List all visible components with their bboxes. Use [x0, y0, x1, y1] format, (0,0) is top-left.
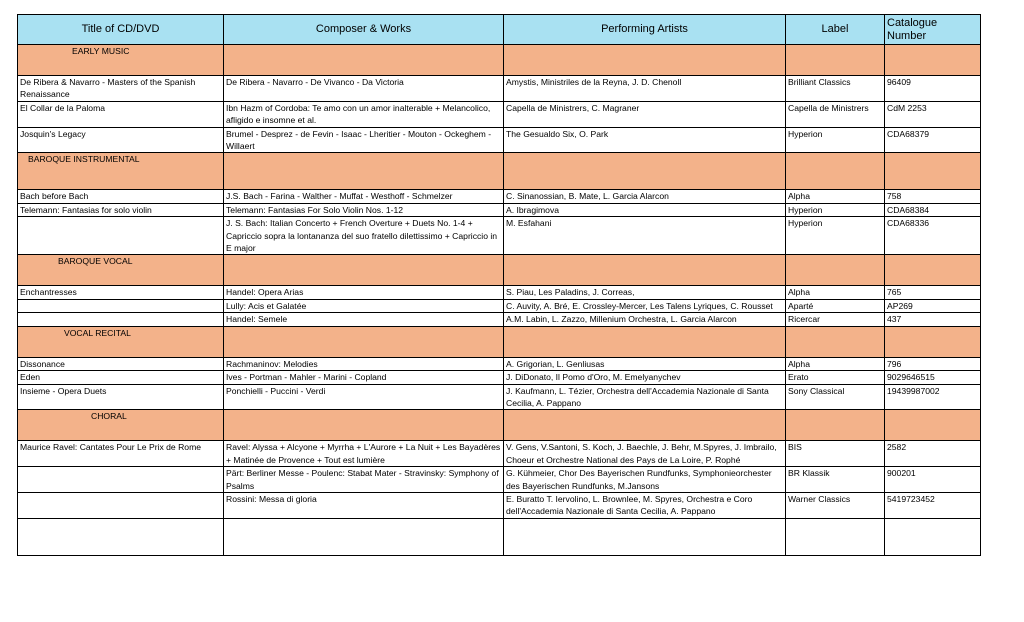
empty-cell [885, 518, 981, 555]
cell-composer: Ponchielli - Puccini - Verdi [224, 384, 504, 410]
cell-artists: E. Buratto T. Iervolino, L. Brownlee, M. Spyres, Orchestra e Coro dell'Accademia Nazionale di Santa Cecilia, A. Pappano [504, 492, 786, 518]
table-row [18, 76, 981, 102]
section-cell [885, 326, 981, 357]
table-row [18, 299, 981, 312]
table-row [18, 190, 981, 203]
empty-cell [504, 518, 786, 555]
section-label: BAROQUE VOCAL [58, 256, 133, 267]
section-row [18, 45, 981, 76]
table-row [18, 371, 981, 384]
section-row [18, 326, 981, 357]
cell-catalogue: 5419723452 [885, 492, 981, 518]
cell-composer: De Ribera - Navarro - De Vivanco - Da Victoria [224, 76, 504, 102]
cell-artists: G. Kühmeier, Chor Des Bayerischen Rundfunks, Symphonieorchester des Bayerischen Rundfunks, M.Jansons [504, 467, 786, 493]
table-row [18, 357, 981, 370]
section-cell [504, 255, 786, 286]
cell-title: Dissonance [18, 357, 224, 370]
section-label: CHORAL [91, 411, 127, 422]
section-cell [786, 326, 885, 357]
cell-catalogue: 796 [885, 357, 981, 370]
cell-title: Telemann: Fantasias for solo violin [18, 203, 224, 216]
cell-label: Alpha [786, 190, 885, 203]
section-cell [786, 410, 885, 441]
cell-label: Brilliant Classics [786, 76, 885, 102]
cell-label: Hyperion [786, 127, 885, 153]
cell-title [18, 313, 224, 326]
section-label: VOCAL RECITAL [64, 327, 131, 338]
section-cell [504, 153, 786, 190]
cell-artists: J. DiDonato, Il Pomo d'Oro, M. Emelyanychev [504, 371, 786, 384]
cell-title: Maurice Ravel: Cantates Pour Le Prix de Rome [18, 441, 224, 467]
empty-cell [786, 518, 885, 555]
cell-title: El Collar de la Paloma [18, 101, 224, 127]
section-title [18, 326, 224, 357]
cell-artists: V. Gens, V.Santoni, S. Koch, J. Baechle, J. Behr, M.Spyres, J. Imbrailo, Choeur et Orchestre National des Pays de La Loire, P. Rophé [504, 441, 786, 467]
section-cell [786, 255, 885, 286]
section-cell [224, 326, 504, 357]
section-row [18, 255, 981, 286]
section-cell [885, 45, 981, 76]
header-composer: Composer & Works [224, 15, 504, 45]
cell-label: Ricercar [786, 313, 885, 326]
cell-composer: J. S. Bach: Italian Concerto + French Overture + Duets No. 1-4 + Capriccio sopra la lontananza del suo fratello dilettissimo + Capriccio in E major [224, 217, 504, 255]
cell-catalogue: 19439987002 [885, 384, 981, 410]
section-cell [224, 255, 504, 286]
cell-catalogue: 9029646515 [885, 371, 981, 384]
cell-catalogue: CdM 2253 [885, 101, 981, 127]
section-title [18, 255, 224, 286]
cell-composer: Lully: Acis et Galatée [224, 299, 504, 312]
header-catalogue: Catalogue Number [885, 15, 981, 45]
cell-label: Alpha [786, 357, 885, 370]
cell-label: Sony Classical [786, 384, 885, 410]
cell-artists: J. Kaufmann, L. Tézier, Orchestra dell'Accademia Nazionale di Santa Cecilia, A. Pappano [504, 384, 786, 410]
table-row [18, 467, 981, 493]
table-row [18, 217, 981, 255]
cell-title [18, 492, 224, 518]
header-title: Title of CD/DVD [18, 15, 224, 45]
cell-label: Warner Classics [786, 492, 885, 518]
cell-composer: Handel: Semele [224, 313, 504, 326]
cell-composer: Ibn Hazm of Cordoba: Te amo con un amor inalterable + Melancolico, afligido e insomne et al. [224, 101, 504, 127]
section-title [18, 45, 224, 76]
cell-title: Bach before Bach [18, 190, 224, 203]
cell-catalogue: AP269 [885, 299, 981, 312]
cell-label: Erato [786, 371, 885, 384]
cell-artists: A.M. Labin, L. Zazzo, Millenium Orchestra, L. Garcia Alarcon [504, 313, 786, 326]
cell-label: Aparté [786, 299, 885, 312]
cell-title: Insieme - Opera Duets [18, 384, 224, 410]
section-row [18, 153, 981, 190]
section-label: BAROQUE INSTRUMENTAL [28, 154, 140, 165]
cell-artists: M. Esfahani [504, 217, 786, 255]
cell-label: Alpha [786, 286, 885, 299]
cell-catalogue: 758 [885, 190, 981, 203]
section-cell [504, 45, 786, 76]
cell-catalogue: 437 [885, 313, 981, 326]
cell-artists: A. Grigorian, L. Genliusas [504, 357, 786, 370]
section-row [18, 410, 981, 441]
cell-catalogue: CDA68336 [885, 217, 981, 255]
empty-cell [224, 518, 504, 555]
header-artists: Performing Artists [504, 15, 786, 45]
cell-label: Hyperion [786, 217, 885, 255]
cell-label: Hyperion [786, 203, 885, 216]
empty-row [18, 518, 981, 555]
cell-title [18, 217, 224, 255]
cell-label: Capella de Ministrers [786, 101, 885, 127]
empty-cell [18, 518, 224, 555]
cell-composer: Ives - Portman - Mahler - Marini - Copland [224, 371, 504, 384]
table-row [18, 492, 981, 518]
section-title [18, 153, 224, 190]
section-cell [885, 255, 981, 286]
section-cell [224, 45, 504, 76]
section-label: EARLY MUSIC [72, 46, 130, 56]
cell-title [18, 467, 224, 493]
section-cell [786, 153, 885, 190]
cell-title [18, 299, 224, 312]
table-row [18, 441, 981, 467]
cell-composer: Telemann: Fantasias For Solo Violin Nos. 1-12 [224, 203, 504, 216]
cell-artists: A. Ibragimova [504, 203, 786, 216]
cell-label: BIS [786, 441, 885, 467]
cell-artists: Capella de Ministrers, C. Magraner [504, 101, 786, 127]
table-row [18, 313, 981, 326]
cell-artists: C. Auvity, A. Bré, E. Crossley-Mercer, Les Talens Lyriques, C. Rousset [504, 299, 786, 312]
cell-title: Josquin's Legacy [18, 127, 224, 153]
cell-composer: Rossini: Messa di gloria [224, 492, 504, 518]
cell-composer: Pärt: Berliner Messe - Poulenc: Stabat Mater - Stravinsky: Symphony of Psalms [224, 467, 504, 493]
cell-catalogue: 2582 [885, 441, 981, 467]
cell-catalogue: 900201 [885, 467, 981, 493]
cell-artists: The Gesualdo Six, O. Park [504, 127, 786, 153]
section-cell [224, 410, 504, 441]
cell-catalogue: 765 [885, 286, 981, 299]
cell-catalogue: 96409 [885, 76, 981, 102]
section-cell [885, 410, 981, 441]
cell-composer: Ravel: Alyssa + Alcyone + Myrrha + L'Aurore + La Nuit + Les Bayadères + Matinée de Provence + Tout est lumière [224, 441, 504, 467]
section-cell [504, 326, 786, 357]
cell-artists: S. Piau, Les Paladins, J. Correas, [504, 286, 786, 299]
cell-artists: C. Sinanossian, B. Mate, L. Garcia Alarcon [504, 190, 786, 203]
section-cell [224, 153, 504, 190]
cell-composer: Brumel - Desprez - de Fevin - Isaac - Lheritier - Mouton - Ockeghem - Willaert [224, 127, 504, 153]
cell-label: BR Klassik [786, 467, 885, 493]
table-row [18, 286, 981, 299]
table-row [18, 384, 981, 410]
section-cell [786, 45, 885, 76]
cell-title: Eden [18, 371, 224, 384]
cd-catalogue-table [17, 14, 981, 556]
cell-composer: J.S. Bach - Farina - Walther - Muffat - Westhoff - Schmelzer [224, 190, 504, 203]
header-label: Label [786, 15, 885, 45]
cell-composer: Handel: Opera Arias [224, 286, 504, 299]
header-row [18, 15, 981, 45]
cell-title: De Ribera & Navarro - Masters of the Spanish Renaissance [18, 76, 224, 102]
cell-title: Enchantresses [18, 286, 224, 299]
cell-catalogue: CDA68384 [885, 203, 981, 216]
cell-catalogue: CDA68379 [885, 127, 981, 153]
section-cell [885, 153, 981, 190]
table-row [18, 101, 981, 127]
section-title [18, 410, 224, 441]
cell-composer: Rachmaninov: Melodies [224, 357, 504, 370]
table-row [18, 203, 981, 216]
cell-artists: Amystis, Ministriles de la Reyna, J. D. Chenoll [504, 76, 786, 102]
table-row [18, 127, 981, 153]
section-cell [504, 410, 786, 441]
